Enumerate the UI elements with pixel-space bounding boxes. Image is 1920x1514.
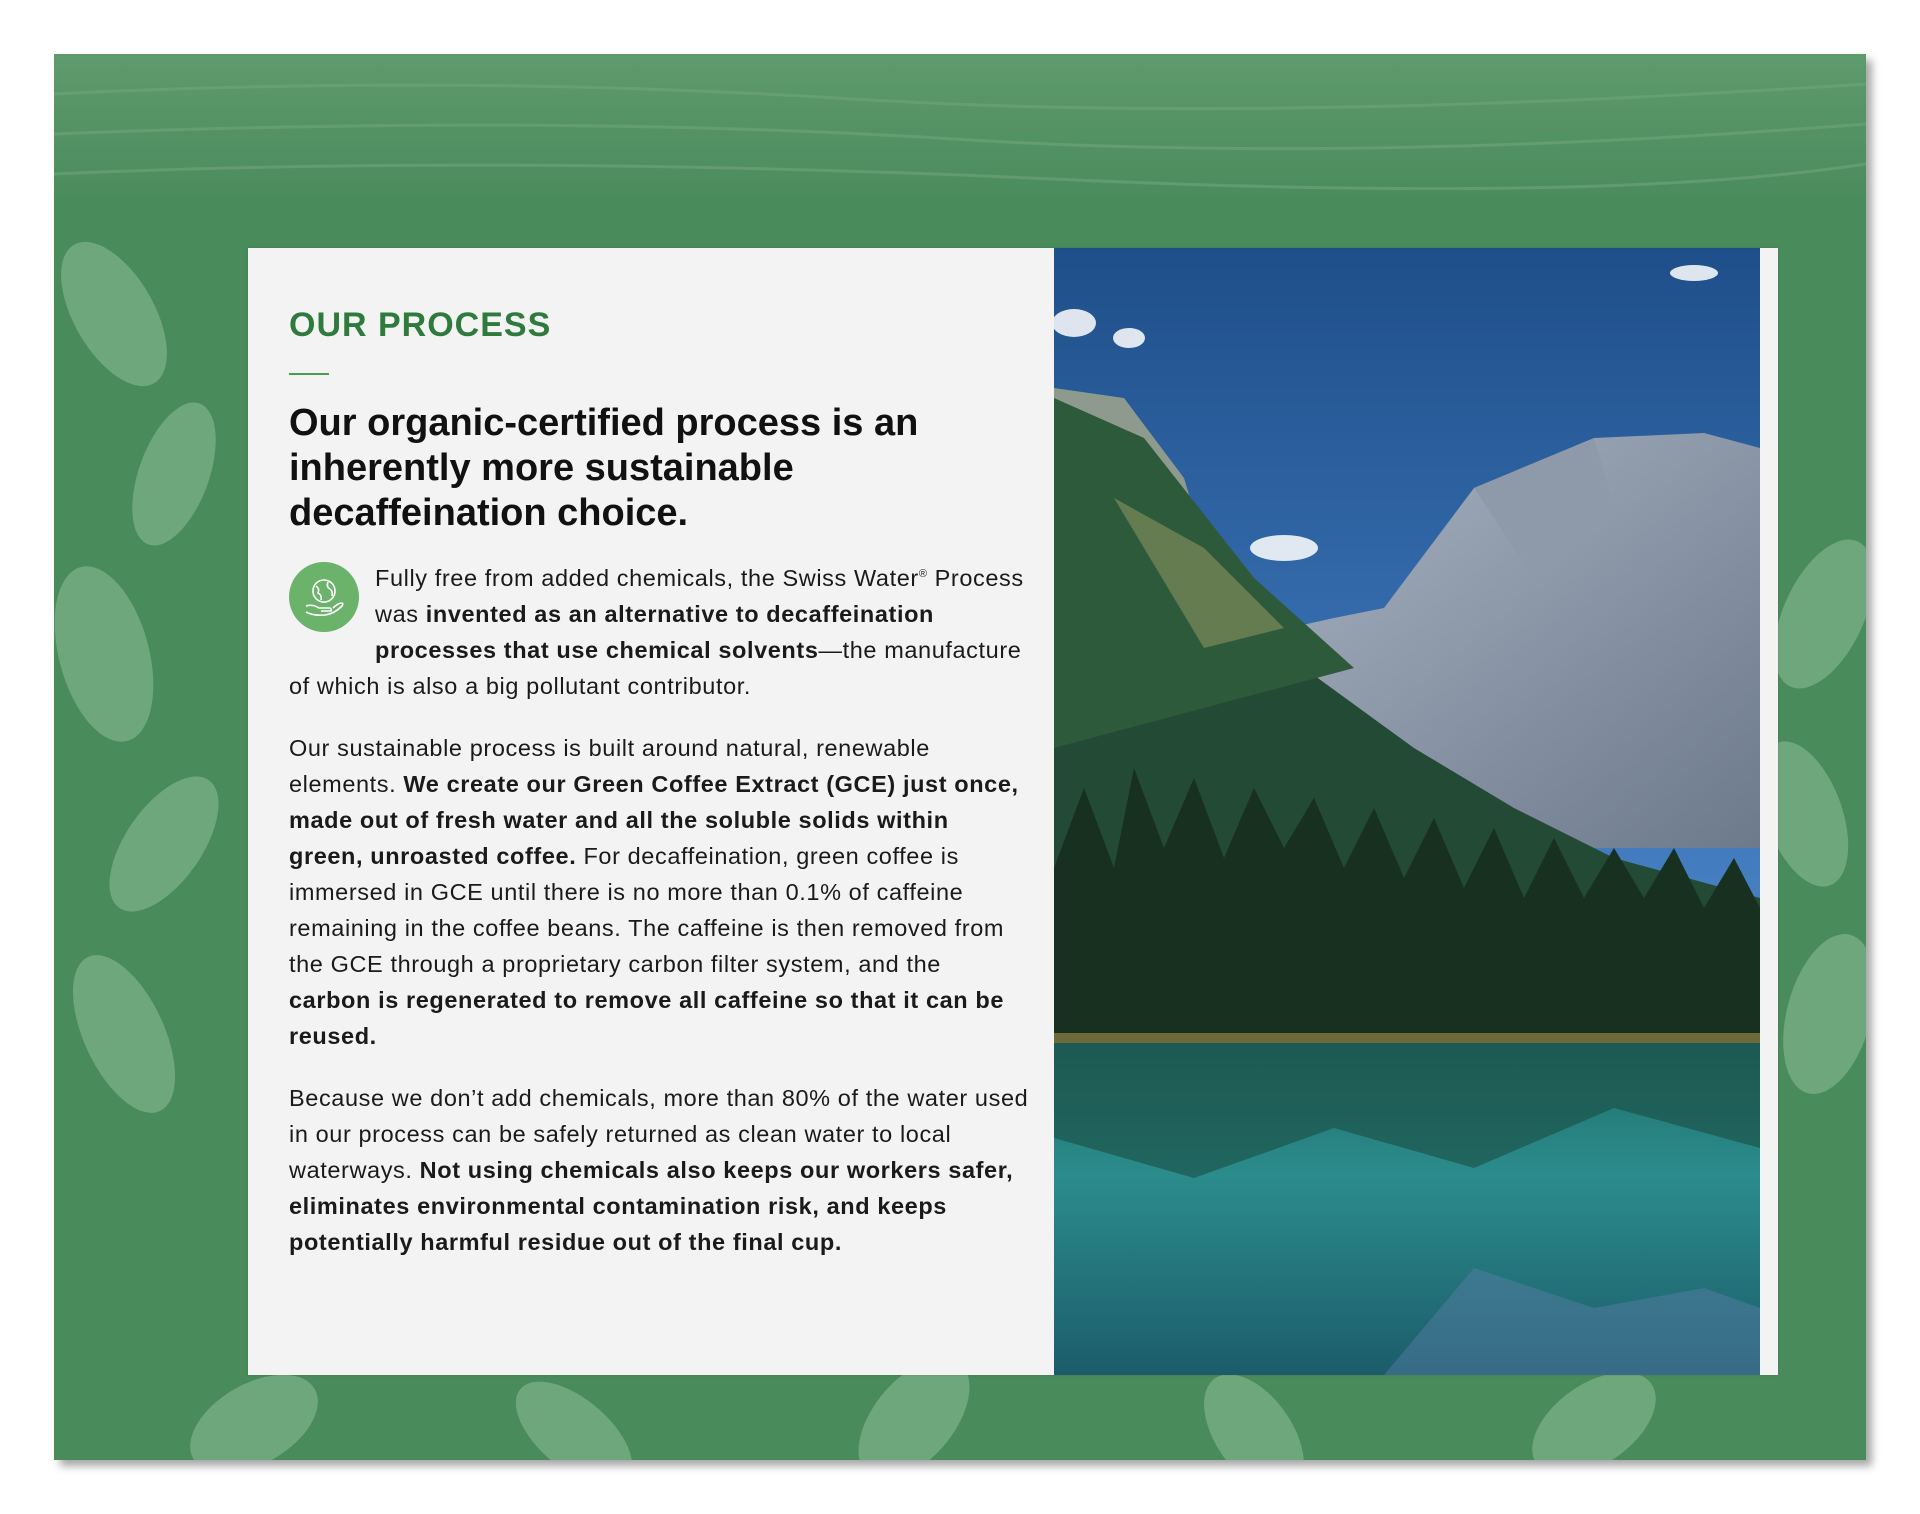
globe-in-hand-icon bbox=[289, 562, 359, 632]
paragraph-1-text: Process was bbox=[375, 564, 1024, 627]
paragraph-2-bold: We create our Green Coffee Extract (GCE) just once, made out of fresh water and all the soluble solids within green, unroasted coffee. bbox=[289, 770, 1019, 869]
paragraph-3 bbox=[289, 1080, 1029, 1260]
paragraph-1 bbox=[289, 556, 1029, 704]
text-column bbox=[289, 306, 1029, 1286]
divider bbox=[289, 373, 329, 375]
paragraph-2-text: For decaffeination, green coffee is immersed in GCE until there is no more than 0.1% of caffeine remaining in the coffee beans. The caffeine is then removed from the GCE through a proprietary carbon filter system, and the bbox=[289, 842, 1005, 977]
paragraph-1-text: —the manufacture of which is also a big pollutant contributor. bbox=[289, 636, 1022, 699]
paragraph-2-text: Our sustainable process is built around natural, renewable elements. bbox=[289, 734, 930, 797]
page-sheet bbox=[54, 54, 1866, 1460]
paragraph-2 bbox=[289, 730, 1029, 1054]
registered-mark: ® bbox=[918, 568, 928, 580]
paragraph-3-bold: Not using chemicals also keeps our workers safer, eliminates environmental contamination risk, and keeps potentially harmful residue out of the final cup. bbox=[289, 1156, 1014, 1255]
section-eyebrow: OUR PROCESS bbox=[289, 306, 552, 344]
content-card bbox=[248, 248, 1778, 1375]
headline: Our organic-certified process is an inherently more sustainable decaffeination choice. bbox=[289, 402, 919, 534]
paragraph-3-text: Because we don’t add chemicals, more than 80% of the water used in our process can be safely returned as clean water to local waterways. bbox=[289, 1084, 1029, 1183]
paragraph-2-bold: carbon is regenerated to remove all caffeine so that it can be reused. bbox=[289, 986, 1004, 1049]
paragraph-1-text: Fully free from added chemicals, the Swiss Water bbox=[375, 564, 919, 591]
paragraph-1-bold: invented as an alternative to decaffeination processes that use chemical solvents bbox=[375, 600, 935, 663]
mountain-lake-photo bbox=[1054, 248, 1760, 1375]
